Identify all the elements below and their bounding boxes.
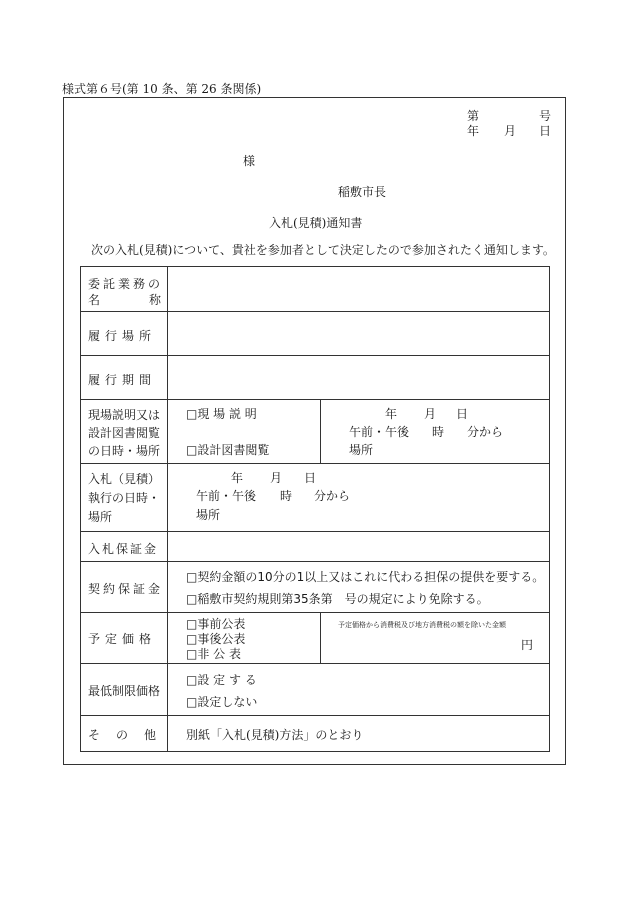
planned-price-option-private[interactable]: □非 公 表 [186, 647, 241, 661]
min-price-option-unset[interactable]: □設定しない [186, 695, 258, 709]
briefing-label-line3: の日時・場所 [88, 444, 161, 458]
issuer-name: 稲敷市長 [338, 185, 387, 199]
addressee-suffix: 様 [243, 154, 256, 168]
date-day: 日 [539, 124, 552, 138]
min-price-option-set[interactable]: □設 定 す る [186, 673, 257, 687]
table-row [81, 664, 550, 716]
other-field [168, 716, 550, 752]
label-cell-bid-deposit [81, 532, 168, 562]
label-cell-planned-price [81, 613, 168, 664]
planned-price-field [168, 613, 550, 664]
planned-price-unit: 円 [521, 638, 534, 652]
table-row [81, 464, 550, 532]
number-prefix: 第 [467, 109, 480, 123]
bid-exec-month: 月 [270, 471, 283, 485]
contract-deposit-option-exempt[interactable]: □稲敷市契約規則第35条第 号の規定により免除する。 [186, 592, 489, 606]
bid-deposit-label: 入札保証金 [88, 542, 159, 556]
briefing-year: 年 [385, 407, 398, 421]
min-price-label: 最低制限価格 [88, 684, 161, 698]
business-name-label-line2-right: 称 [149, 293, 162, 307]
briefing-month: 月 [424, 407, 437, 421]
bid-exec-day: 日 [304, 471, 317, 485]
label-cell-other [81, 716, 173, 752]
business-name-field[interactable] [168, 267, 550, 312]
period-field[interactable] [168, 356, 550, 400]
contract-deposit-field [168, 562, 550, 613]
label-cell-contract-deposit [81, 562, 168, 613]
bid-exec-field[interactable] [168, 464, 550, 532]
location-label: 履行場所 [88, 329, 157, 343]
bid-deposit-field[interactable] [168, 532, 550, 562]
notice-table [80, 266, 550, 752]
intro-text: 次の入札(見積)について、貴社を参加者として決定したので参加されたく通知します。 [91, 243, 555, 257]
label-cell-business-name [81, 267, 168, 312]
label-cell-location [81, 312, 168, 356]
min-price-field [168, 664, 550, 716]
briefing-divider [320, 400, 321, 463]
business-name-label-line1: 委託業務の [88, 277, 164, 291]
briefing-ampm: 午前・午後 [349, 425, 410, 439]
contract-deposit-option-required[interactable]: □契約金額の10分の1以上又はこれに代わる担保の提供を要する。 [186, 570, 545, 584]
bid-exec-place: 場所 [196, 508, 221, 522]
bid-exec-label-line3: 場所 [88, 510, 113, 524]
table-row [81, 312, 550, 356]
briefing-place: 場所 [349, 443, 374, 457]
bid-exec-hour: 時 [280, 489, 293, 503]
form-number-label: 様式第６号(第 10 条、第 26 条関係) [62, 82, 262, 96]
label-cell-bid-exec [81, 464, 168, 532]
table-row [81, 562, 550, 613]
briefing-option-docs[interactable]: □設計図書閲覧 [186, 443, 270, 457]
bid-exec-label-line2: 執行の日時・ [88, 491, 161, 505]
briefing-day: 日 [456, 407, 469, 421]
location-field[interactable] [168, 312, 550, 356]
briefing-option-site[interactable]: □現 場 説 明 [186, 407, 257, 421]
table-row [81, 267, 550, 312]
label-cell-min-price [81, 664, 168, 716]
briefing-field [168, 400, 550, 464]
date-year: 年 [467, 124, 480, 138]
planned-price-option-post[interactable]: □事後公表 [186, 632, 246, 646]
contract-deposit-label: 契約保証金 [88, 582, 164, 596]
period-label: 履行期間 [88, 373, 157, 387]
planned-price-note: 予定価格から消費税及び地方消費税の額を除いた金額 [338, 621, 506, 629]
document-title: 入札(見積)通知書 [269, 216, 363, 230]
other-label: その他 [88, 728, 173, 742]
date-month: 月 [504, 124, 517, 138]
table-row [81, 532, 550, 562]
planned-price-divider [320, 613, 321, 663]
table-row [81, 356, 550, 400]
other-value: 別紙「入札(見積)方法」のとおり [186, 728, 364, 742]
briefing-label-line2: 設計図書閲覧 [88, 426, 161, 440]
planned-price-option-pre[interactable]: □事前公表 [186, 617, 246, 631]
number-suffix: 号 [539, 109, 552, 123]
bid-exec-year: 年 [231, 471, 244, 485]
business-name-label-line2-left: 名 [88, 293, 101, 307]
briefing-hour: 時 [432, 425, 445, 439]
bid-exec-minute: 分から [314, 489, 351, 503]
label-cell-briefing [81, 400, 168, 464]
table-row [81, 716, 550, 752]
table-row [81, 400, 550, 464]
table-row [81, 613, 550, 664]
briefing-minute: 分から [467, 425, 504, 439]
bid-exec-ampm: 午前・午後 [196, 489, 257, 503]
planned-price-label: 予定価格 [88, 632, 157, 646]
bid-exec-label-line1: 入札（見積） [88, 472, 161, 486]
briefing-label-line1: 現場説明又は [88, 408, 161, 422]
label-cell-period [81, 356, 168, 400]
